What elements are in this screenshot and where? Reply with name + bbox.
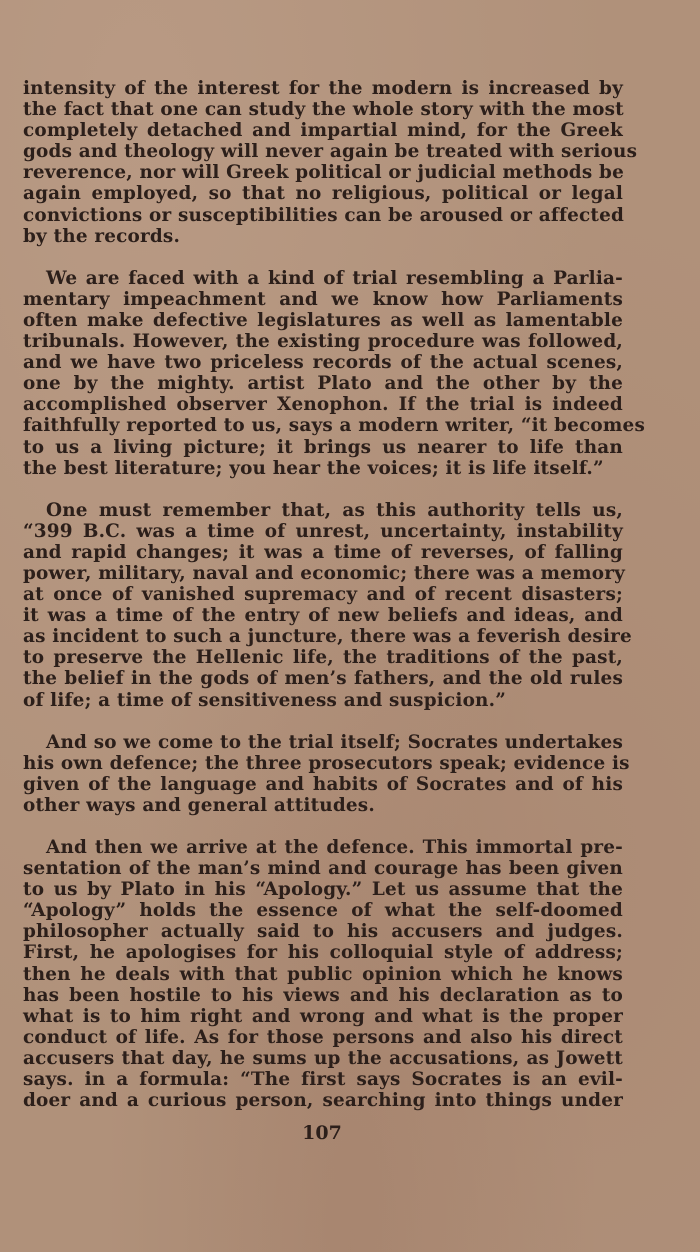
text-line: other ways and general attitudes. (23, 794, 375, 816)
text-line: First, he apologises for his colloquial style of address; (23, 942, 623, 964)
text-line: mentary impeachment and we know how Parliaments (23, 288, 623, 310)
text-line: to us a living picture; it brings us nearer to life than (23, 436, 623, 458)
text-line: at once of vanished supremacy and of recent disasters; (23, 584, 623, 606)
text-line: to preserve the Hellenic life, the traditions of the past, (23, 647, 623, 669)
text-line: his own defence; the three prosecutors speak; evidence is (23, 752, 630, 774)
text-line: it was a time of the entry of new beliefs and ideas, and (23, 605, 623, 627)
text-line: often make defective legislatures as well as lamentable (23, 309, 623, 331)
text-line: by the records. (23, 225, 181, 247)
text-line: completely detached and impartial mind, for the Greek (23, 120, 623, 142)
paragraph (23, 837, 623, 1111)
text-line: “Apology” holds the essence of what the self-doomed (23, 900, 623, 922)
paragraph (23, 731, 630, 816)
text-line: accomplished observer Xenophon. If the trial is indeed (23, 394, 623, 416)
text-line: faithfully reported to us, says a modern writer, “it becomes (23, 415, 646, 437)
paragraph (23, 499, 632, 711)
text-line: says. in a formula: “The first says Socrates is an evil- (23, 1069, 623, 1091)
text-line: as incident to such a juncture, there was a feverish desire (23, 626, 632, 648)
text-line: what is to him right and wrong and what is the proper (23, 1005, 623, 1027)
text-line: gods and theology will never again be treated with serious (23, 141, 638, 163)
text-line: has been hostile to his views and his declaration as to (23, 984, 623, 1006)
text-line: then he deals with that public opinion which he knows (23, 963, 623, 985)
text-line: And so we come to the trial itself; Socrates undertakes (46, 731, 623, 753)
text-line: doer and a curious person, searching into things under (23, 1090, 623, 1112)
text-line: power, military, naval and economic; there was a memory (23, 562, 625, 584)
text-line: We are faced with a kind of trial resembling a Parlia- (46, 267, 623, 289)
text-line: one by the mighty. artist Plato and the other by the (23, 373, 623, 395)
text-line: intensity of the interest for the modern is increased by (23, 78, 623, 99)
text-line: “399 B.C. was a time of unrest, uncertainty, instability (23, 520, 623, 542)
text-line: sentation of the man’s mind and courage has been given (23, 858, 623, 880)
text-line: given of the language and habits of Socrates and of his (23, 773, 623, 795)
text-line: And then we arrive at the defence. This immortal pre- (46, 837, 623, 858)
paragraph (23, 267, 646, 479)
text-line: One must remember that, as this authority tells us, (46, 499, 623, 521)
paragraph (23, 78, 638, 247)
text-line: and rapid changes; it was a time of reverses, of falling (23, 541, 623, 563)
text-line: and we have two priceless records of the actual scenes, (23, 352, 623, 374)
text-line: the best literature; you hear the voices; it is life itself.” (23, 457, 604, 479)
text-line: again employed, so that no religious, political or legal (23, 183, 623, 205)
page-body (23, 78, 646, 1132)
page-number: 107 (302, 1122, 342, 1144)
text-line: conduct of life. As for those persons and also his direct (23, 1026, 623, 1048)
text-line: to us by Plato in his “Apology.” Let us assume that the (23, 879, 623, 901)
text-line: of life; a time of sensitiveness and suspicion.” (23, 689, 506, 711)
text-line: convictions or susceptibilities can be aroused or affected (23, 204, 625, 226)
text-line: reverence, nor will Greek political or judicial methods be (23, 162, 624, 184)
text-line: accusers that day, he sums up the accusations, as Jowett (23, 1047, 623, 1069)
text-line: the belief in the gods of men’s fathers, and the old rules (23, 668, 623, 690)
text-line: philosopher actually said to his accusers and judges. (23, 921, 623, 943)
text-line: tribunals. However, the existing procedure was followed, (23, 331, 623, 353)
text-line: the fact that one can study the whole story with the most (23, 99, 624, 121)
